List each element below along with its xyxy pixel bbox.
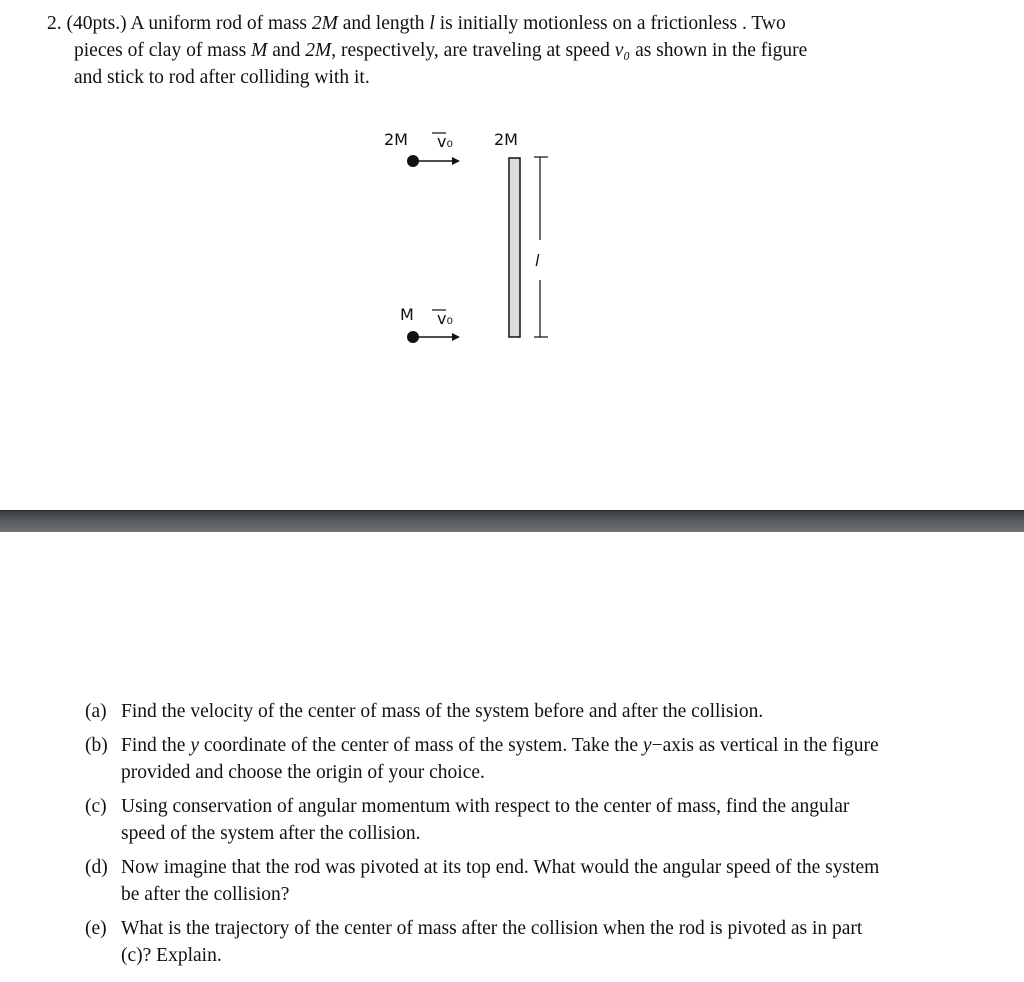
problem-text: A uniform rod of mass <box>130 13 312 34</box>
top-clay-mass-label: 2M <box>384 130 408 149</box>
part-label: (d) <box>85 857 108 878</box>
part-text: What is the trajectory of the center of mass after the collision when the rod is pivoted as in part (c)? Explain. <box>121 918 863 966</box>
part-b <box>85 732 880 786</box>
problem-line-3: and stick to rod after colliding with it. <box>74 67 370 88</box>
part-label: (a) <box>85 701 107 722</box>
problem-text: pieces of clay of mass <box>74 40 252 61</box>
part-text: Now imagine that the rod was pivoted at its top end. What would the angular speed of the system be after the collision? <box>121 857 880 905</box>
problem-number: 2. <box>47 13 62 34</box>
problem-text: is initially motionless on a frictionless . Two <box>434 13 786 34</box>
figure-svg <box>370 120 570 350</box>
y-variable: y <box>642 735 652 756</box>
problem-text: , respectively, are traveling at speed <box>331 40 615 61</box>
part-a <box>85 698 880 725</box>
part-label: (c) <box>85 796 107 817</box>
clay-mass-1: M <box>251 40 268 61</box>
part-c <box>85 793 880 847</box>
question-parts <box>85 698 880 976</box>
part-text: Find the <box>121 735 191 756</box>
speed-symbol: v₀ <box>614 40 631 61</box>
problem-text: and length <box>337 13 430 34</box>
page-divider-bar <box>0 510 1024 532</box>
bottom-clay-mass-label: M <box>400 305 414 324</box>
clay-mass-2: 2M <box>305 40 332 61</box>
top-clay-velocity-label: v₀ <box>437 132 453 151</box>
top-clay-arrow-head <box>452 157 460 165</box>
collision-figure <box>370 120 570 350</box>
rod-mass-label: 2M <box>494 130 518 149</box>
part-e <box>85 915 880 969</box>
rod-length: l <box>429 13 435 34</box>
rod-mass: 2M <box>311 13 338 34</box>
part-label: (b) <box>85 735 108 756</box>
length-label: l <box>535 251 540 270</box>
problem-text: and <box>267 40 306 61</box>
bottom-clay-velocity-label: v₀ <box>437 309 453 328</box>
part-text: coordinate of the center of mass of the system. Take the <box>199 735 643 756</box>
part-d <box>85 854 880 908</box>
problem-points: (40pts.) <box>66 13 127 34</box>
bottom-clay-arrow-head <box>452 333 460 341</box>
y-variable: y <box>190 735 199 756</box>
problem-statement <box>47 10 887 91</box>
part-label: (e) <box>85 918 107 939</box>
part-text: −axis as vertical in the figure provided and choose the origin of your choice. <box>121 735 879 783</box>
problem-line-2 <box>47 37 887 64</box>
part-text: Using conservation of angular momentum with respect to the center of mass, find the angular speed of the system after the collision. <box>121 796 850 844</box>
problem-text: as shown in the figure <box>630 40 808 61</box>
part-text: Find the velocity of the center of mass of the system before and after the collision. <box>121 701 764 722</box>
rod <box>509 158 520 337</box>
